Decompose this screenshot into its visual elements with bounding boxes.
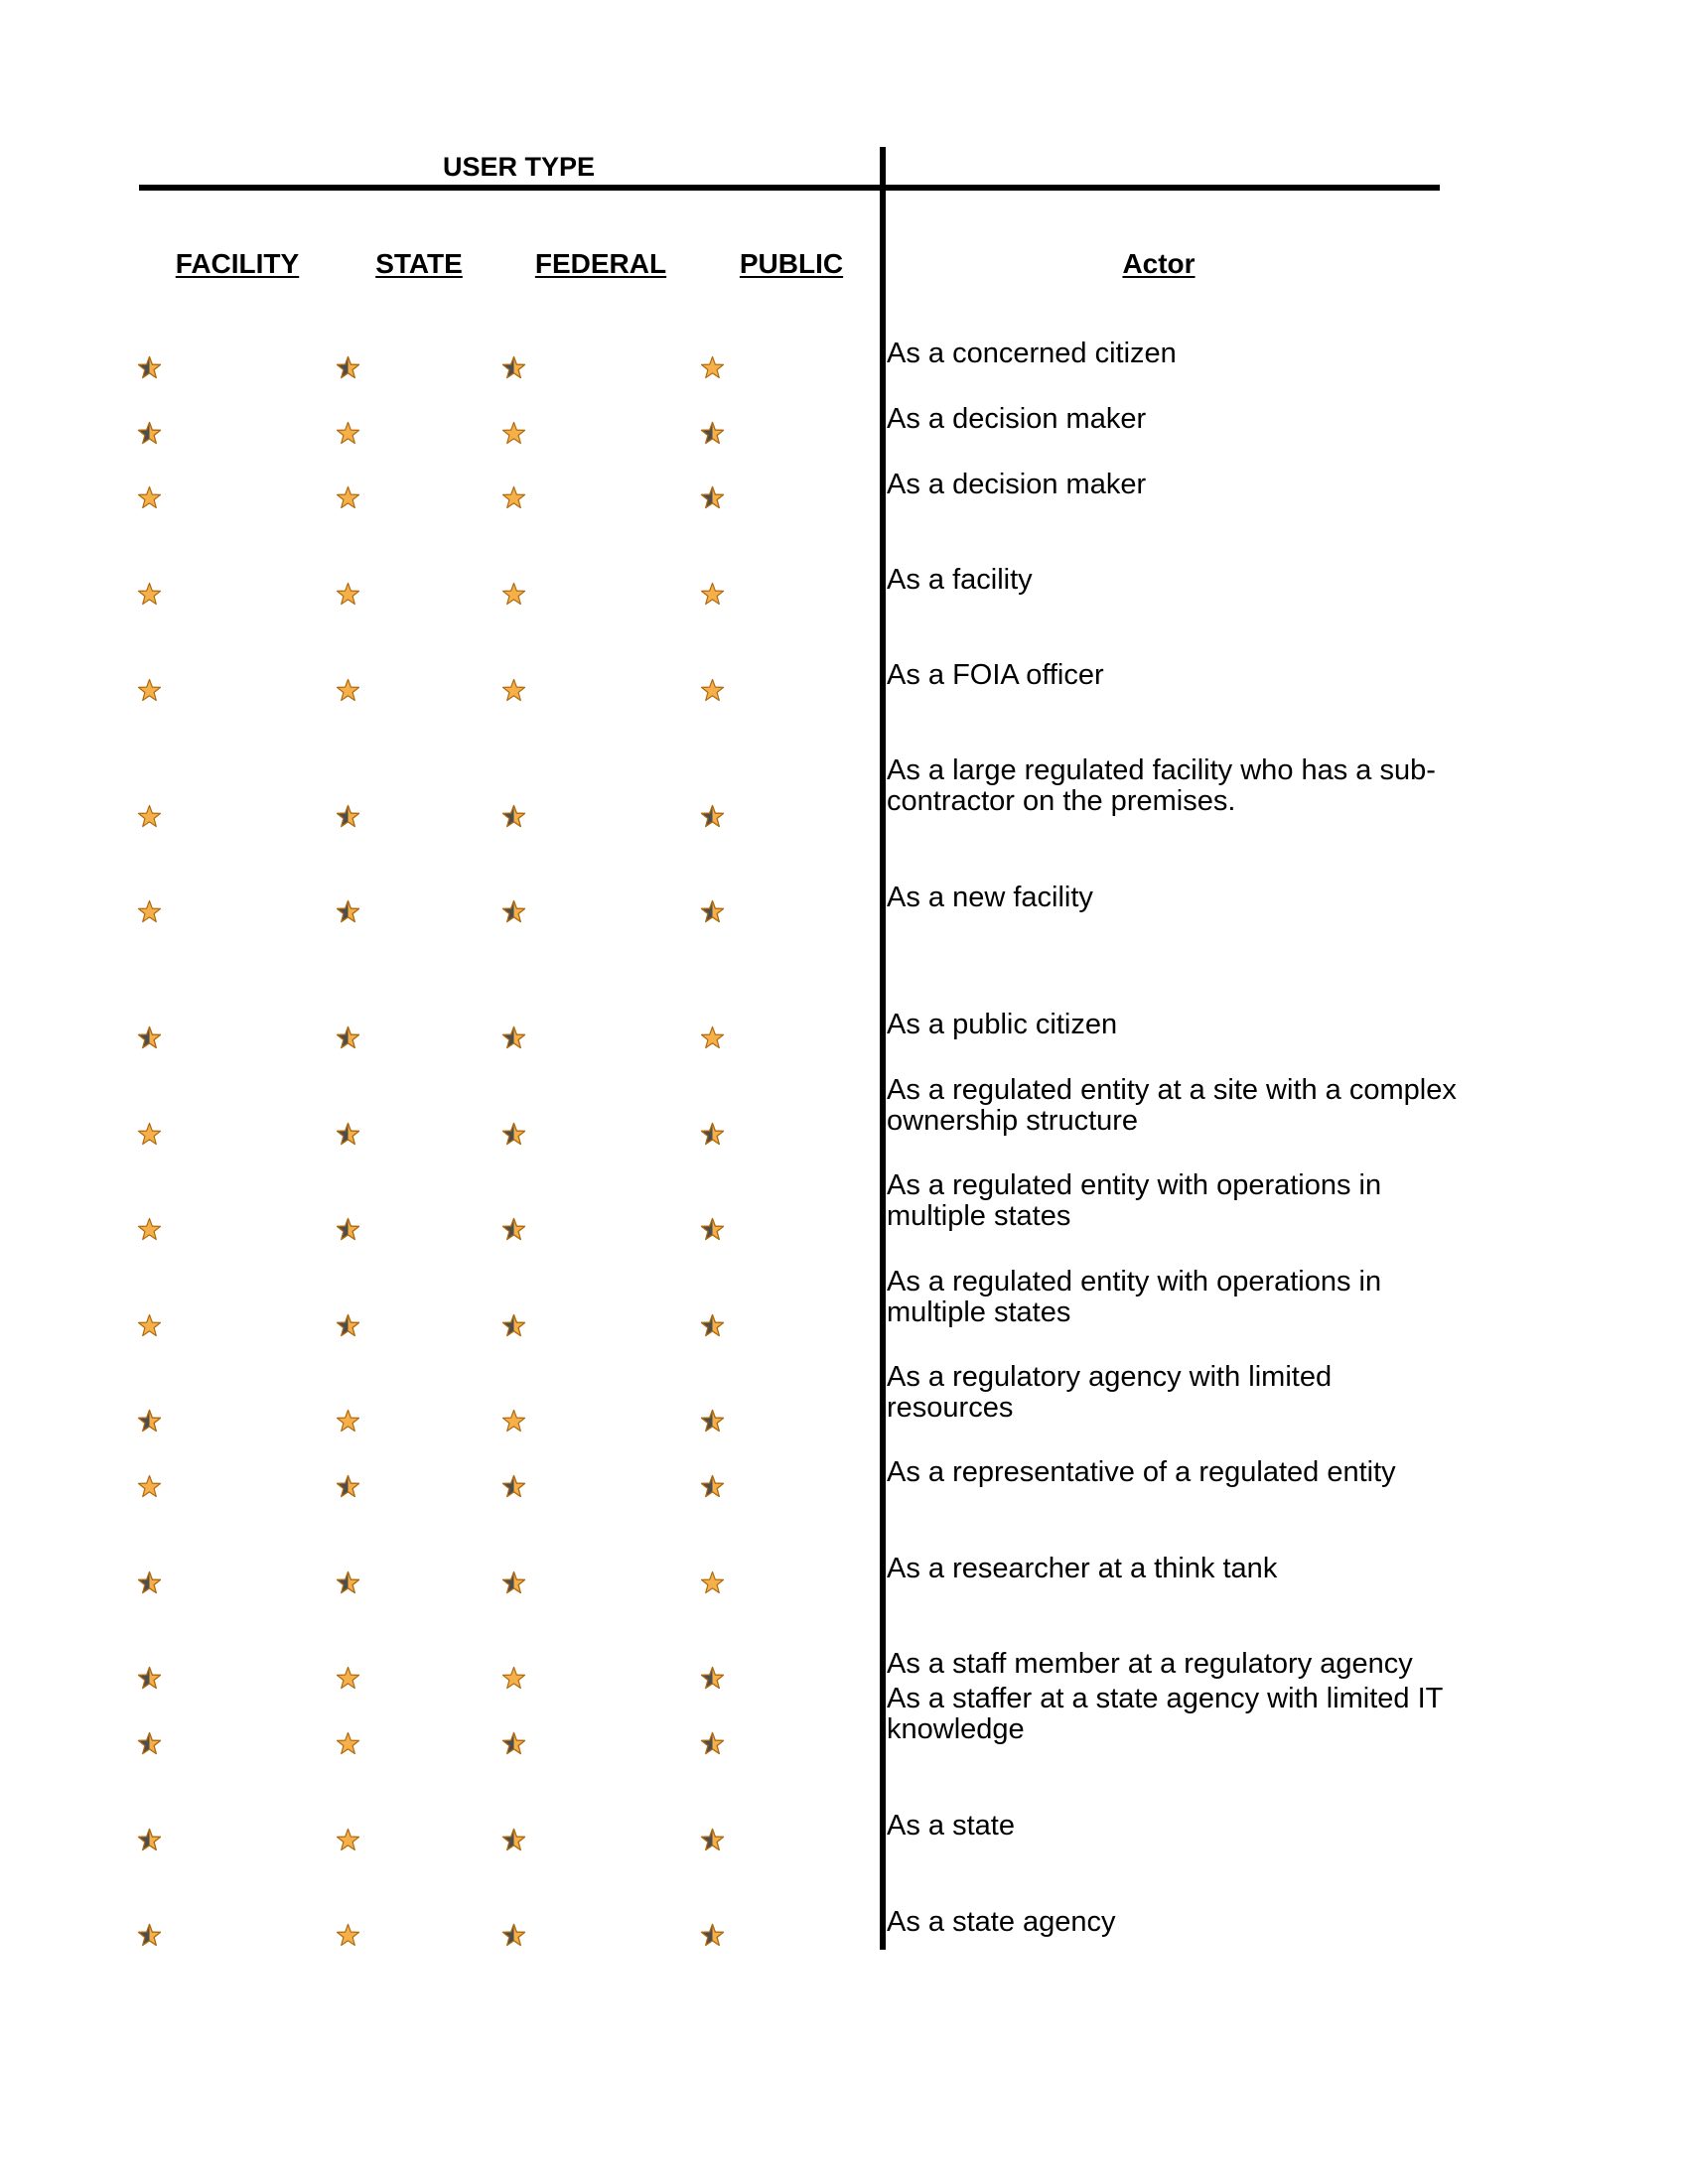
- dark-star-icon-facility: [137, 1409, 162, 1433]
- dark-star-icon-public: [700, 1666, 725, 1691]
- dark-star-icon-facility: [137, 421, 162, 446]
- header-rule: [139, 185, 1440, 191]
- dark-star-icon-facility: [137, 1570, 162, 1595]
- dark-star-icon-federal: [501, 1923, 526, 1948]
- dark-star-icon-public: [700, 1122, 725, 1147]
- dark-star-icon-federal: [501, 1731, 526, 1756]
- dark-star-icon-public: [700, 485, 725, 510]
- light-star-icon-state: [336, 1731, 360, 1756]
- light-star-icon-state: [336, 1828, 360, 1852]
- light-star-icon-facility: [137, 1474, 162, 1499]
- actor-label: As a staffer at a state agency with limited IT knowledge: [887, 1683, 1443, 1745]
- actor-label: As a new facility: [887, 882, 1093, 913]
- light-star-icon-facility: [137, 485, 162, 510]
- dark-star-icon-state: [336, 1474, 360, 1499]
- dark-star-icon-public: [700, 421, 725, 446]
- dark-star-icon-facility: [137, 1025, 162, 1050]
- actor-label: As a state agency: [887, 1906, 1116, 1938]
- dark-star-icon-public: [700, 1923, 725, 1948]
- actor-label: As a regulatory agency with limited resources: [887, 1361, 1333, 1424]
- dark-star-icon-state: [336, 1217, 360, 1242]
- actor-label: As a large regulated facility who has a sub-contractor on the premises.: [887, 754, 1436, 817]
- light-star-icon-federal: [501, 421, 526, 446]
- light-star-icon-state: [336, 1409, 360, 1433]
- light-star-icon-federal: [501, 485, 526, 510]
- actor-label: As a FOIA officer: [887, 659, 1104, 691]
- dark-star-icon-federal: [501, 1025, 526, 1050]
- actor-label: As a public citizen: [887, 1009, 1118, 1040]
- light-star-icon-federal: [501, 1409, 526, 1433]
- light-star-icon-state: [336, 582, 360, 607]
- dark-star-icon-public: [700, 899, 725, 924]
- dark-star-icon-federal: [501, 1313, 526, 1338]
- dark-star-icon-state: [336, 804, 360, 829]
- light-star-icon-state: [336, 1666, 360, 1691]
- light-star-icon-facility: [137, 582, 162, 607]
- dark-star-icon-public: [700, 1409, 725, 1433]
- light-star-icon-public: [700, 582, 725, 607]
- actor-label: As a decision maker: [887, 403, 1147, 435]
- actor-label: As a decision maker: [887, 469, 1147, 500]
- column-header-state: STATE: [375, 248, 463, 279]
- dark-star-icon-state: [336, 1313, 360, 1338]
- light-star-icon-facility: [137, 899, 162, 924]
- dark-star-icon-federal: [501, 1122, 526, 1147]
- light-star-icon-federal: [501, 1666, 526, 1691]
- column-header-actor: Actor: [1122, 248, 1196, 279]
- dark-star-icon-state: [336, 1570, 360, 1595]
- dark-star-icon-facility: [137, 1666, 162, 1691]
- dark-star-icon-state: [336, 1025, 360, 1050]
- actor-label: As a facility: [887, 564, 1033, 596]
- dark-star-icon-public: [700, 1474, 725, 1499]
- light-star-icon-public: [700, 1025, 725, 1050]
- light-star-icon-facility: [137, 1122, 162, 1147]
- light-star-icon-public: [700, 1570, 725, 1595]
- actor-label: As a representative of a regulated entity: [887, 1456, 1396, 1488]
- light-star-icon-federal: [501, 582, 526, 607]
- light-star-icon-facility: [137, 678, 162, 703]
- dark-star-icon-facility: [137, 355, 162, 380]
- dark-star-icon-federal: [501, 1828, 526, 1852]
- light-star-icon-facility: [137, 1313, 162, 1338]
- light-star-icon-state: [336, 421, 360, 446]
- light-star-icon-public: [700, 355, 725, 380]
- dark-star-icon-public: [700, 1731, 725, 1756]
- column-divider: [880, 147, 886, 1950]
- dark-star-icon-facility: [137, 1923, 162, 1948]
- dark-star-icon-public: [700, 1313, 725, 1338]
- dark-star-icon-facility: [137, 1828, 162, 1852]
- actor-label: As a regulated entity with operations in multiple states: [887, 1169, 1382, 1232]
- dark-star-icon-federal: [501, 355, 526, 380]
- actor-label: As a staff member at a regulatory agency: [887, 1648, 1413, 1680]
- light-star-icon-state: [336, 678, 360, 703]
- actor-label: As a regulated entity with operations in multiple states: [887, 1266, 1382, 1328]
- dark-star-icon-state: [336, 899, 360, 924]
- actor-label: As a concerned citizen: [887, 338, 1177, 369]
- light-star-icon-public: [700, 678, 725, 703]
- dark-star-icon-public: [700, 804, 725, 829]
- dark-star-icon-federal: [501, 899, 526, 924]
- light-star-icon-federal: [501, 678, 526, 703]
- actor-label: As a regulated entity at a site with a complex ownership structure: [887, 1074, 1457, 1137]
- dark-star-icon-state: [336, 355, 360, 380]
- light-star-icon-facility: [137, 1217, 162, 1242]
- actor-label: As a researcher at a think tank: [887, 1553, 1278, 1584]
- column-header-federal: FEDERAL: [534, 248, 667, 279]
- dark-star-icon-federal: [501, 1217, 526, 1242]
- dark-star-icon-federal: [501, 1474, 526, 1499]
- light-star-icon-facility: [137, 804, 162, 829]
- light-star-icon-state: [336, 1923, 360, 1948]
- dark-star-icon-federal: [501, 804, 526, 829]
- dark-star-icon-facility: [137, 1731, 162, 1756]
- column-header-facility: FACILITY: [175, 248, 300, 279]
- dark-star-icon-state: [336, 1122, 360, 1147]
- column-header-public: PUBLIC: [739, 248, 844, 279]
- dark-star-icon-federal: [501, 1570, 526, 1595]
- light-star-icon-state: [336, 485, 360, 510]
- actor-label: As a state: [887, 1810, 1015, 1842]
- user-type-header: USER TYPE: [443, 152, 596, 182]
- dark-star-icon-public: [700, 1828, 725, 1852]
- dark-star-icon-public: [700, 1217, 725, 1242]
